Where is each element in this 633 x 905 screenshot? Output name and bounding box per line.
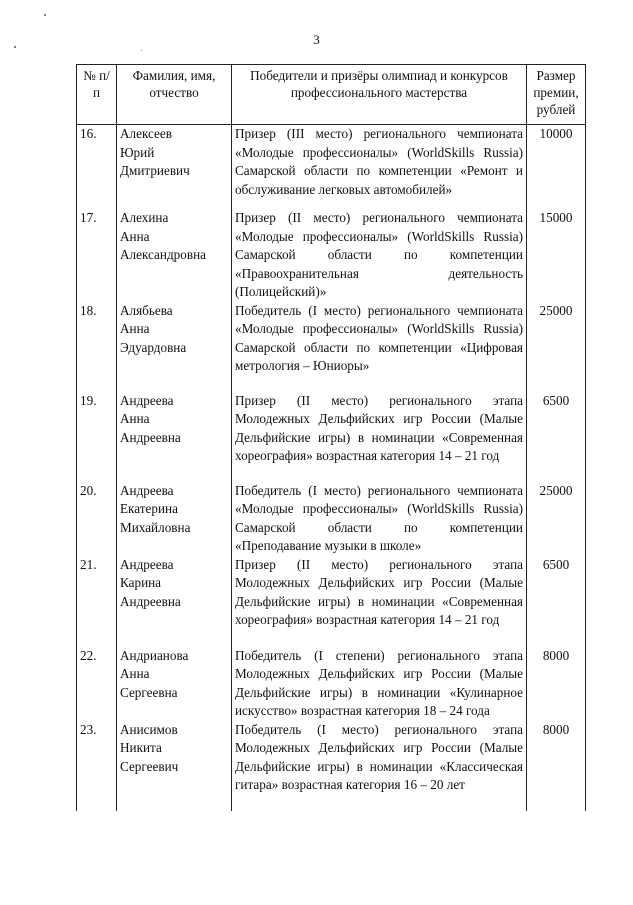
surname: Алехина: [120, 210, 169, 225]
table-row: [77, 209, 586, 302]
header-number: № п/п: [77, 65, 117, 125]
patronymic: Андреевна: [120, 429, 181, 445]
row-number: 18.: [77, 302, 117, 392]
surname: Андреева: [120, 556, 174, 572]
prize-amount: 8000: [527, 647, 586, 721]
row-number: 16.: [77, 125, 117, 210]
person-name: [117, 125, 232, 210]
prize-amount: 6500: [527, 392, 586, 482]
table-row: [77, 482, 586, 556]
person-name: [117, 556, 232, 647]
scan-speck: [141, 50, 142, 51]
row-number: 19.: [77, 392, 117, 482]
surname: Андрианова: [120, 647, 189, 663]
achievement-description: Победитель (I место) регионального этапа Молодежных Дельфийских игр России (Малые Дельфийские игры) в номинации «Классическая гитара» возрастная категория 16 – 20 лет: [232, 721, 527, 811]
patronymic: Сергеевич: [120, 758, 179, 774]
patronymic: Дмитриевич: [120, 163, 190, 178]
header-achievement: Победители и призёры олимпиад и конкурсов профессионального мастерства: [232, 65, 527, 125]
page-number: 3: [313, 32, 320, 47]
first-name: Анна: [120, 228, 150, 244]
person-name: [117, 392, 232, 482]
first-name: Никита: [120, 740, 162, 755]
first-name: Анна: [120, 411, 150, 426]
achievement-description: Призер (II место) регионального этапа Молодежных Дельфийских игр России (Малые Дельфийские игры) в номинации «Современная хореография» возрастная категория 14 – 21 год: [232, 392, 527, 482]
achievement-description: Победитель (I степени) регионального этапа Молодежных Дельфийских игр России (Малые Дельфийские игры) в номинации «Кулинарное искусство» возрастная категория 18 – 24 года: [232, 647, 527, 721]
table-row: [77, 721, 586, 811]
person-name: [117, 302, 232, 392]
achievement-description: Победитель (I место) регионального чемпионата «Молодые профессионалы» (WorldSkills Russia) Самарской области по компетенции «Цифровая метрология – Юниоры»: [232, 302, 527, 392]
achievement-description: Победитель (I место) регионального чемпионата «Молодые профессионалы» (WorldSkills Russia) Самарской области по компетенции «Преподавание музыки в школе»: [232, 482, 527, 556]
patronymic: Михайловна: [120, 519, 191, 535]
table-row: [77, 392, 586, 482]
prize-amount: 25000: [527, 302, 586, 392]
patronymic: Эдуардовна: [120, 339, 187, 355]
achievement-description: Призер (II место) регионального этапа Молодежных Дельфийских игр России (Малые Дельфийские игры) в номинации «Современная хореография» возрастная категория 14 – 21 год: [232, 556, 527, 647]
achievement-description: Призер (III место) регионального чемпионата «Молодые профессионалы» (WorldSkills Russia) Самарской области по компетенции «Ремонт и обслуживание легковых автомобилей»: [232, 125, 527, 210]
table-header-row: [77, 65, 586, 125]
prize-amount: 10000: [527, 125, 586, 210]
surname: Андреева: [120, 482, 174, 498]
first-name: Юрий: [120, 144, 155, 160]
person-name: [117, 482, 232, 556]
person-name: [117, 647, 232, 721]
surname: Анисимов: [120, 721, 178, 737]
awards-table: [76, 64, 586, 811]
table-row: [77, 302, 586, 392]
row-number: 22.: [77, 647, 117, 721]
scan-speck: [44, 14, 46, 16]
first-name: Екатерина: [120, 501, 178, 516]
surname: Алексеев: [120, 126, 172, 141]
first-name: Анна: [120, 666, 150, 681]
patronymic: Александровна: [120, 247, 206, 262]
prize-amount: 6500: [527, 556, 586, 647]
row-number: 23.: [77, 721, 117, 811]
header-prize-amount: Размер премии, рублей: [527, 65, 586, 125]
surname: Алябьева: [120, 302, 173, 318]
row-number: 17.: [77, 209, 117, 302]
prize-amount: 8000: [527, 721, 586, 811]
person-name: [117, 721, 232, 811]
person-name: [117, 209, 232, 302]
table-row: [77, 647, 586, 721]
achievement-description: Призер (II место) регионального чемпионата «Молодые профессионалы» (WorldSkills Russia) Самарской области по компетенции «Правоохранительная деятельность (Полицейский)»: [232, 209, 527, 302]
patronymic: Андреевна: [120, 593, 181, 609]
prize-amount: 25000: [527, 482, 586, 556]
header-full-name: Фамилия, имя, отчество: [117, 65, 232, 125]
surname: Андреева: [120, 392, 174, 408]
row-number: 21.: [77, 556, 117, 647]
row-number: 20.: [77, 482, 117, 556]
table-row: [77, 125, 586, 210]
first-name: Анна: [120, 321, 150, 336]
first-name: Карина: [120, 575, 162, 590]
table-row: [77, 556, 586, 647]
patronymic: Сергеевна: [120, 684, 178, 700]
prize-amount: 15000: [527, 209, 586, 302]
